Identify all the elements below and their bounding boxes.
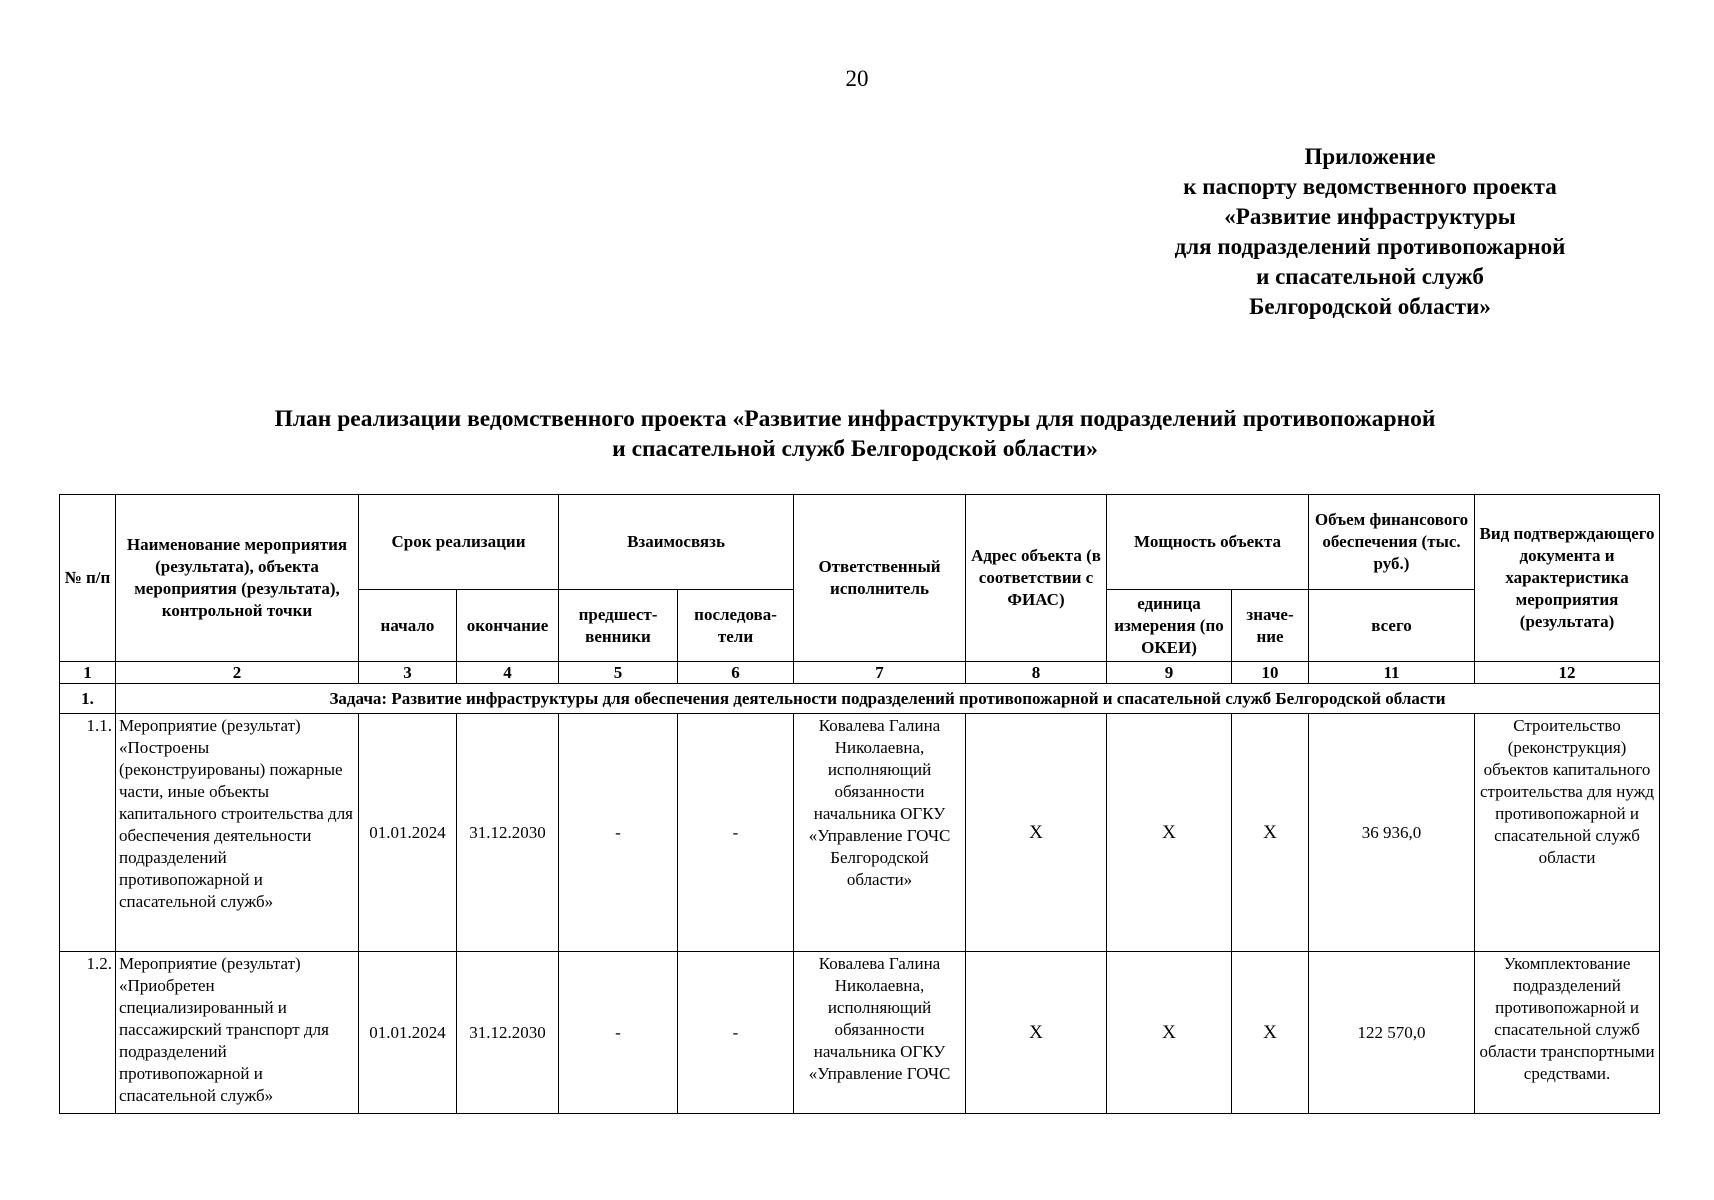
row-predecessors: - — [559, 714, 678, 952]
header-executor: Ответственный исполнитель — [794, 495, 966, 662]
row-end: 31.12.2030 — [457, 714, 559, 952]
header-value: значе-ние — [1232, 590, 1309, 662]
header-num: № п/п — [60, 495, 116, 662]
appendix-line: для подразделений противопожарной — [1174, 234, 1566, 259]
row-end: 31.12.2030 — [457, 952, 559, 1114]
row-num: 1.1. — [60, 714, 116, 952]
task-row — [60, 684, 1660, 714]
row-total: 122 570,0 — [1309, 952, 1475, 1114]
header-start: начало — [359, 590, 457, 662]
header-doc: Вид подтверждающего документа и характеристика мероприятия (результата) — [1475, 495, 1660, 662]
column-number: 3 — [359, 662, 457, 684]
header-name: Наименование мероприятия (результата), объекта мероприятия (результата), контрольной точки — [116, 495, 359, 662]
row-start: 01.01.2024 — [359, 952, 457, 1114]
row-address: X — [966, 714, 1107, 952]
page-number: 20 — [845, 66, 869, 91]
column-numbers-row — [60, 662, 1660, 684]
table-row — [60, 714, 1660, 952]
row-successors: - — [678, 714, 794, 952]
appendix-heading — [1100, 142, 1640, 322]
appendix-line: к паспорту ведомственного проекта — [1183, 174, 1557, 199]
row-unit: X — [1107, 714, 1232, 952]
table-row — [60, 952, 1660, 1114]
plan-title — [120, 404, 1590, 464]
header-unit: единица измерения (по ОКЕИ) — [1107, 590, 1232, 662]
row-name: Мероприятие (результат) «Построены (реконструированы) пожарные части, иные объекты капитального строительства для обеспечения деятельности подразделений противопожарной и спасательной служб» — [116, 714, 359, 952]
row-executor: Ковалева Галина Николаевна, исполняющий обязанности начальника ОГКУ «Управление ГОЧС — [794, 952, 966, 1114]
row-name: Мероприятие (результат) «Приобретен специализированный и пассажирский транспорт для подразделений противопожарной и спасательной служб» — [116, 952, 359, 1114]
header-capacity: Мощность объекта — [1107, 495, 1309, 590]
task-text: Задача: Развитие инфраструктуры для обеспечения деятельности подразделений противопожарной и спасательной служб Белгородской области — [116, 684, 1660, 714]
header-finance: Объем финансового обеспечения (тыс. руб.) — [1309, 495, 1475, 590]
appendix-line: Приложение — [1304, 144, 1436, 169]
column-number: 1 — [60, 662, 116, 684]
column-number: 9 — [1107, 662, 1232, 684]
row-unit: X — [1107, 952, 1232, 1114]
row-successors: - — [678, 952, 794, 1114]
appendix-line: и спасательной служб — [1256, 264, 1484, 289]
appendix-line: «Развитие инфраструктуры — [1224, 204, 1516, 229]
column-number: 7 — [794, 662, 966, 684]
plan-table — [59, 494, 1660, 1114]
plan-title-line: План реализации ведомственного проекта «Развитие инфраструктуры для подразделений противопожарной — [274, 406, 1436, 432]
row-value: X — [1232, 714, 1309, 952]
column-number: 2 — [116, 662, 359, 684]
row-doc: Укомплектование подразделений противопожарной и спасательной служб области транспортными средствами. — [1475, 952, 1660, 1114]
column-number: 4 — [457, 662, 559, 684]
row-predecessors: - — [559, 952, 678, 1114]
row-total: 36 936,0 — [1309, 714, 1475, 952]
task-num: 1. — [60, 684, 116, 714]
column-number: 8 — [966, 662, 1107, 684]
row-value: X — [1232, 952, 1309, 1114]
header-total: всего — [1309, 590, 1475, 662]
column-number: 12 — [1475, 662, 1660, 684]
table-header-row — [60, 495, 1660, 590]
row-executor: Ковалева Галина Николаевна, исполняющий обязанности начальника ОГКУ «Управление ГОЧС Белгородской области» — [794, 714, 966, 952]
row-start: 01.01.2024 — [359, 714, 457, 952]
row-num: 1.2. — [60, 952, 116, 1114]
header-period: Срок реализации — [359, 495, 559, 590]
header-predecessors: предшест-венники — [559, 590, 678, 662]
column-number: 11 — [1309, 662, 1475, 684]
column-number: 10 — [1232, 662, 1309, 684]
header-link: Взаимосвязь — [559, 495, 794, 590]
column-number: 6 — [678, 662, 794, 684]
plan-title-line: и спасательной служб Белгородской области» — [612, 436, 1098, 462]
header-end: окончание — [457, 590, 559, 662]
column-number: 5 — [559, 662, 678, 684]
row-address: X — [966, 952, 1107, 1114]
row-doc: Строительство (реконструкция) объектов капитального строительства для нужд противопожарной и спасательной служб области — [1475, 714, 1660, 952]
appendix-line: Белгородской области» — [1249, 294, 1491, 319]
header-address: Адрес объекта (в соответствии с ФИАС) — [966, 495, 1107, 662]
header-successors: последова-тели — [678, 590, 794, 662]
